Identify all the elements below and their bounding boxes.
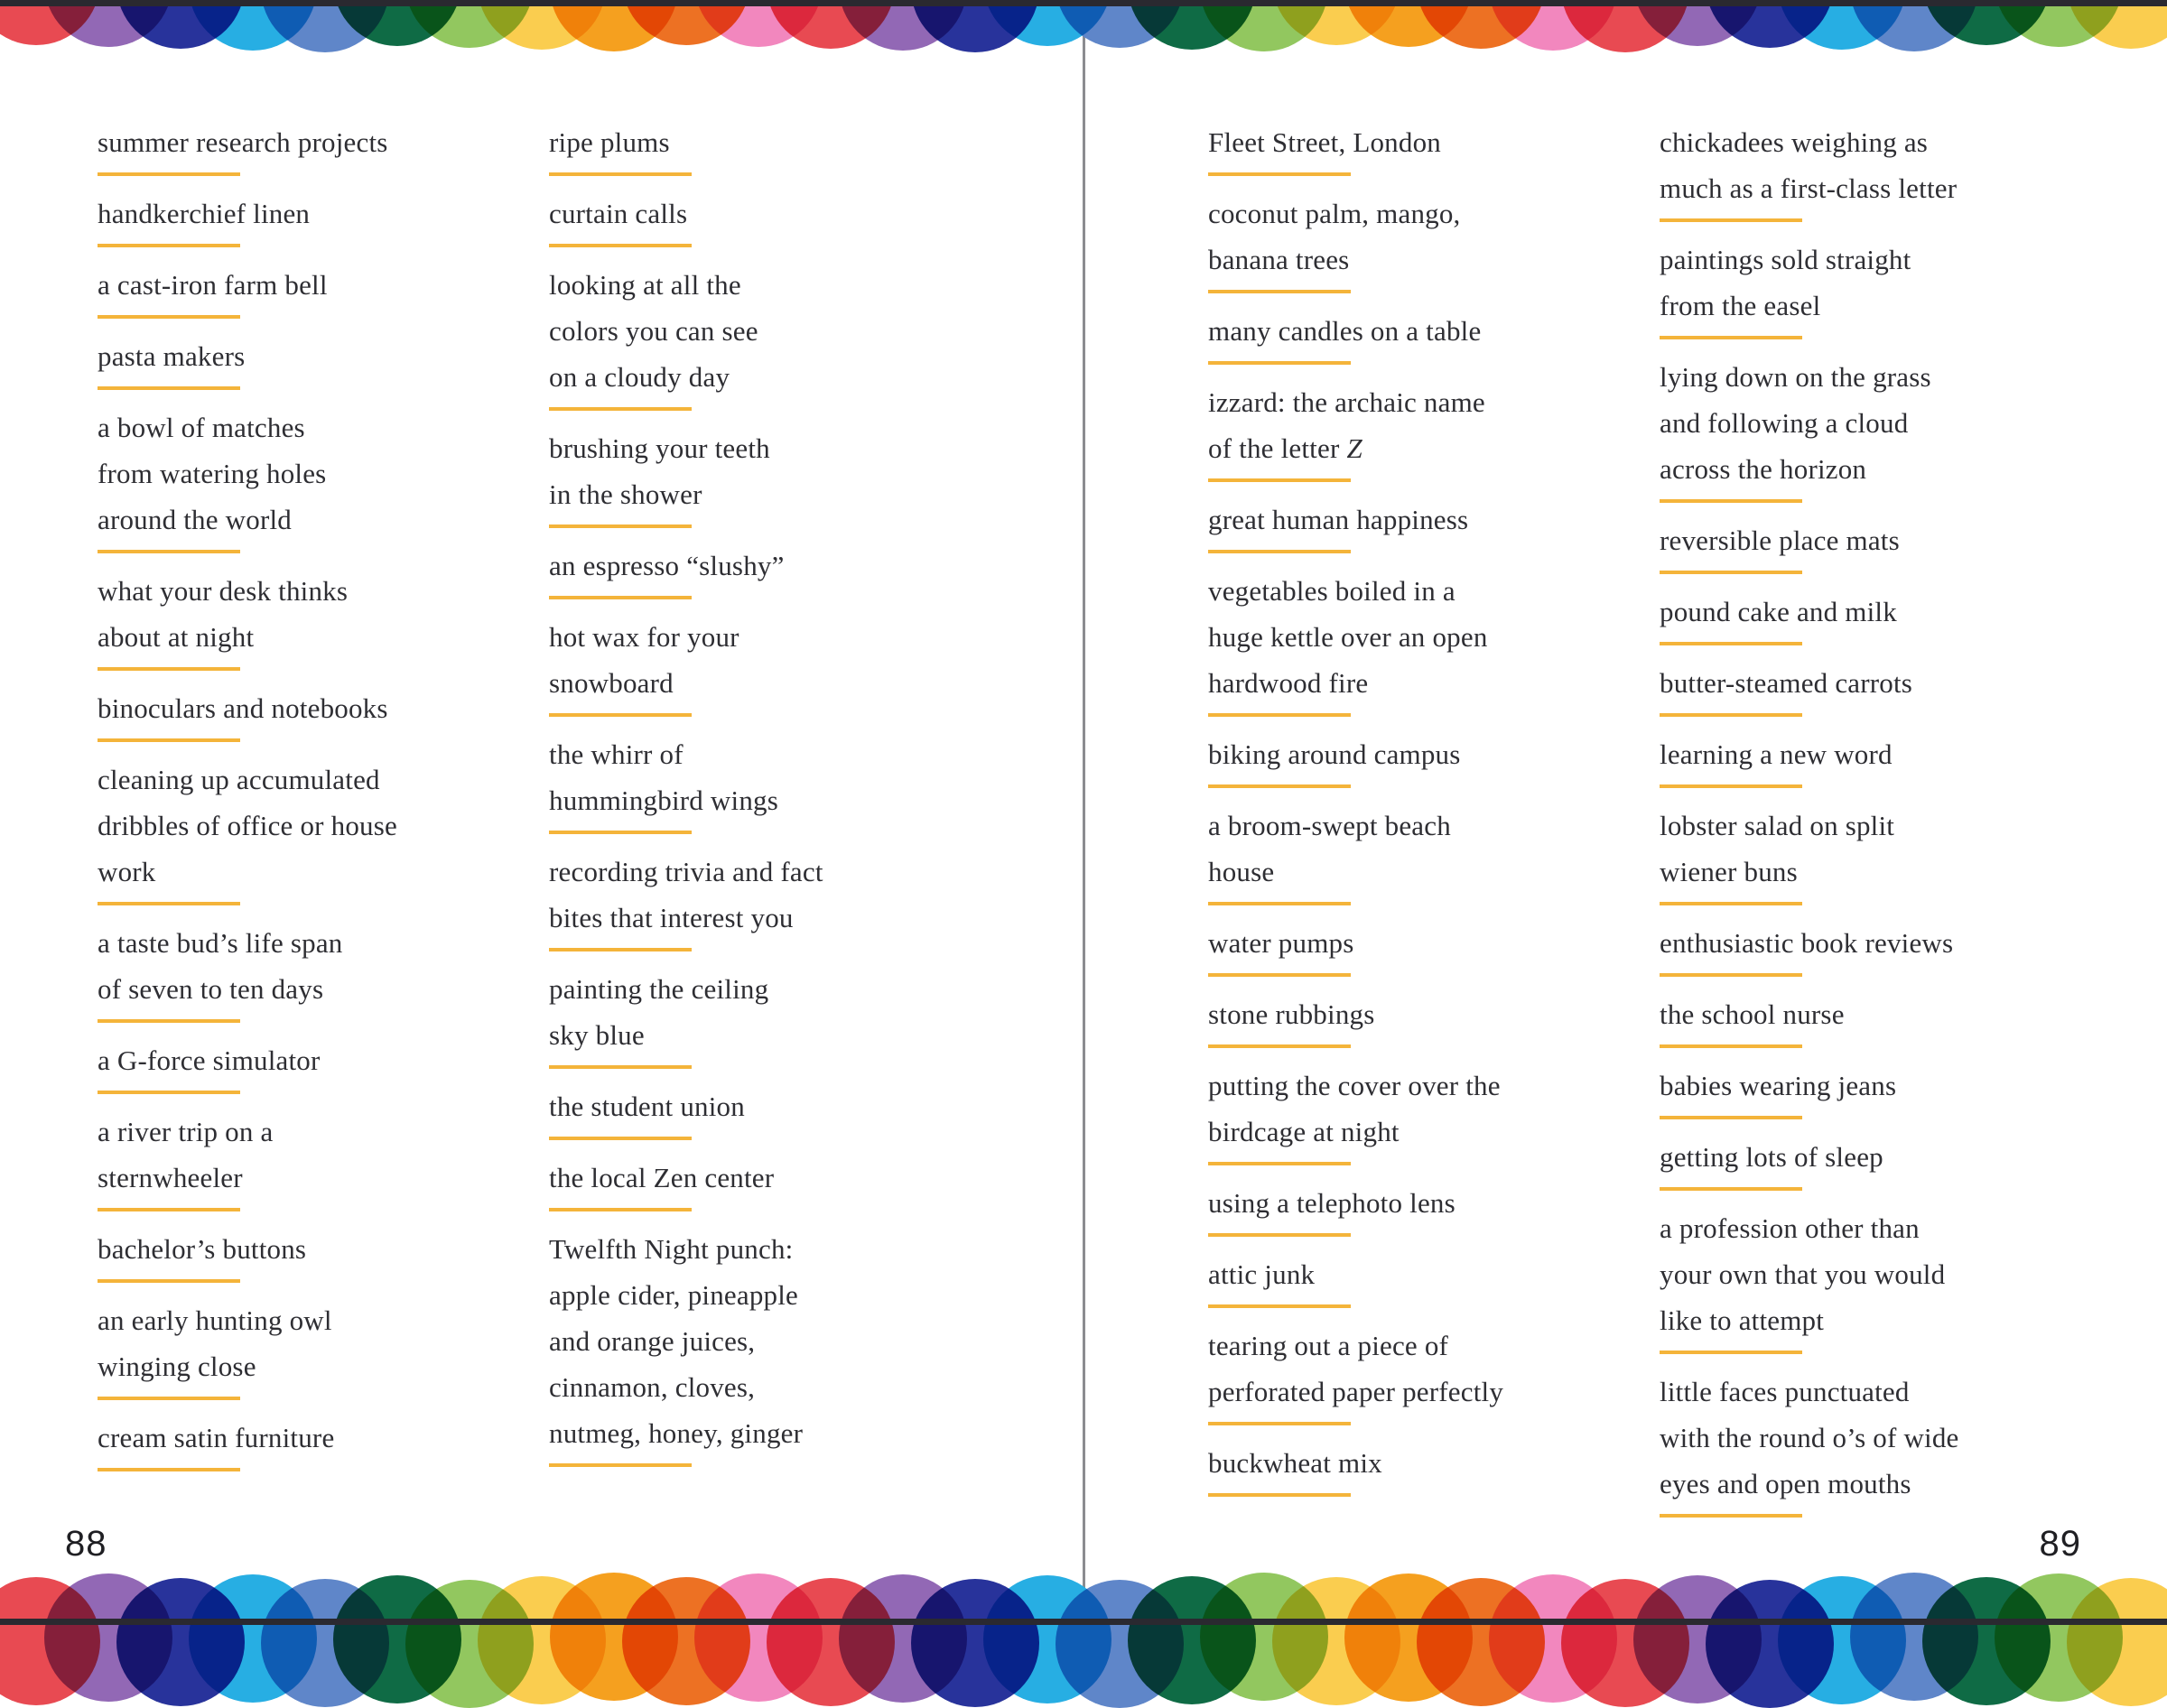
item-line: using a telephoto lens: [1208, 1187, 1456, 1219]
list-item: [1660, 991, 1959, 1048]
item-underline: [549, 1137, 692, 1140]
item-line: enthusiastic book reviews: [1660, 927, 1954, 959]
list-item: [549, 1083, 823, 1140]
item-line: on a cloudy day: [549, 361, 730, 393]
item-underline: [1208, 713, 1351, 717]
list-item: [98, 568, 397, 671]
border-circle: [261, 0, 389, 52]
list-item: [98, 685, 397, 742]
list-item: [1208, 308, 1503, 365]
list-item: [1660, 731, 1959, 788]
item-line: painting the ceiling: [549, 973, 769, 1005]
item-line: recording trivia and fact: [549, 856, 823, 887]
item-underline: [549, 244, 692, 247]
list-item: [549, 190, 823, 247]
item-underline: [1208, 1044, 1351, 1048]
item-underline: [1208, 1162, 1351, 1165]
border-circle: [1922, 0, 2051, 45]
list-item: [1660, 354, 1959, 503]
list-item: [98, 1037, 397, 1094]
list-item: [1660, 803, 1959, 905]
list-item: [98, 190, 397, 247]
item-line: learning a new word: [1660, 738, 1893, 770]
list-item: [549, 262, 823, 411]
item-line: a G-force simulator: [98, 1044, 321, 1076]
item-line: putting the cover over the: [1208, 1070, 1501, 1101]
border-circle: [405, 0, 534, 48]
list-item: [1660, 1063, 1959, 1119]
border-circle: [0, 0, 100, 45]
item-underline: [1208, 1422, 1351, 1425]
item-line: huge kettle over an open: [1208, 621, 1488, 653]
item-line: babies wearing jeans: [1660, 1070, 1897, 1101]
item-line: wiener buns: [1660, 856, 1798, 887]
list-item: [1208, 920, 1503, 977]
item-line: summer research projects: [98, 126, 388, 158]
item-line: from the easel: [1660, 290, 1821, 321]
border-circle: [1344, 0, 1473, 47]
item-line: a river trip on a: [98, 1116, 274, 1147]
list-item: [549, 614, 823, 717]
item-underline: [1660, 1044, 1802, 1048]
item-underline: [98, 1208, 240, 1211]
item-line: stone rubbings: [1208, 998, 1375, 1030]
item-line: bites that interest you: [549, 902, 794, 933]
item-line: hardwood fire: [1208, 667, 1369, 699]
list-item: [98, 333, 397, 390]
item-line: coconut palm, mango,: [1208, 198, 1461, 229]
top-edge-bar: [0, 0, 2167, 6]
list-item: [98, 1415, 397, 1471]
item-underline: [549, 172, 692, 176]
item-line: cream satin furniture: [98, 1422, 335, 1453]
bottom-edge-bar: [0, 1619, 2167, 1625]
list-item: [549, 966, 823, 1069]
border-circle: [1706, 0, 1834, 48]
item-line: from watering holes: [98, 458, 327, 489]
item-underline: [1660, 571, 1802, 574]
item-line: an early hunting owl: [98, 1304, 332, 1336]
list-item: [1660, 1205, 1959, 1354]
border-circle: [1633, 0, 1762, 46]
item-line: winging close: [98, 1351, 256, 1382]
list-item: [549, 1226, 823, 1467]
item-underline: [1208, 1493, 1351, 1497]
border-circle: [1850, 0, 1978, 51]
item-line: many candles on a table: [1208, 315, 1482, 347]
item-line: pasta makers: [98, 340, 246, 372]
item-line: like to attempt: [1660, 1304, 1825, 1336]
list-item: [1208, 497, 1503, 553]
item-line: attic junk: [1208, 1258, 1316, 1290]
border-circle: [478, 0, 606, 50]
item-underline: [549, 1208, 692, 1211]
item-line: work: [98, 856, 156, 887]
item-line: across the horizon: [1660, 453, 1867, 485]
item-line: birdcage at night: [1208, 1116, 1400, 1147]
page-number-right: 89: [2039, 1524, 2081, 1564]
item-line: of the letter Z: [1208, 432, 1363, 464]
item-line: buckwheat mix: [1208, 1447, 1382, 1479]
item-line: your own that you would: [1660, 1258, 1946, 1290]
item-underline: [1208, 290, 1351, 293]
list-item: [1208, 1180, 1503, 1237]
list-item: [98, 1297, 397, 1400]
border-circle: [622, 1577, 750, 1705]
item-line: with the round o’s of wide: [1660, 1422, 1959, 1453]
list-item: [549, 849, 823, 951]
border-circle: [1706, 1580, 1834, 1708]
item-line: great human happiness: [1208, 504, 1469, 535]
list-item: [1208, 190, 1503, 293]
list-item: [1660, 920, 1959, 977]
list-item: [1208, 803, 1503, 905]
list-item: [549, 1155, 823, 1211]
list-item: [1208, 1440, 1503, 1497]
item-line: lobster salad on split: [1660, 810, 1895, 841]
item-line: ripe plums: [549, 126, 670, 158]
border-circle: [1922, 1577, 2051, 1705]
list-item: [1660, 517, 1959, 574]
list-item: [1208, 379, 1503, 482]
item-underline: [98, 902, 240, 905]
item-line: a bowl of matches: [98, 412, 305, 443]
left-page-column-2: [549, 119, 823, 1481]
border-circle: [1489, 0, 1617, 51]
item-line: water pumps: [1208, 927, 1354, 959]
item-underline: [1660, 1187, 1802, 1191]
item-underline: [98, 244, 240, 247]
item-underline: [1208, 784, 1351, 788]
item-line: an espresso “slushy”: [549, 550, 785, 581]
border-circle: [1128, 1576, 1256, 1704]
list-item: [1208, 1323, 1503, 1425]
border-circle: [839, 0, 967, 51]
border-circle: [333, 0, 461, 46]
item-line: sternwheeler: [98, 1162, 243, 1193]
item-underline: [1660, 902, 1802, 905]
item-underline: [549, 407, 692, 411]
item-line: apple cider, pineapple: [549, 1279, 798, 1311]
border-circle: [1995, 0, 2123, 47]
border-circle: [1272, 0, 1400, 45]
item-line: Twelfth Night punch:: [549, 1233, 794, 1265]
item-line: the whirr of: [549, 738, 684, 770]
border-circle: [1633, 1575, 1762, 1703]
list-item: [1660, 660, 1959, 717]
border-circle: [839, 1574, 967, 1703]
item-line: getting lots of sleep: [1660, 1141, 1883, 1173]
item-underline: [98, 1019, 240, 1023]
border-circle: [983, 0, 1111, 46]
list-item: [1208, 119, 1503, 176]
border-circle: [911, 0, 1039, 52]
item-underline: [98, 172, 240, 176]
item-underline: [1208, 550, 1351, 553]
list-item: [98, 404, 397, 553]
item-underline: [1660, 642, 1802, 645]
item-line: in the shower: [549, 478, 702, 510]
item-line: snowboard: [549, 667, 674, 699]
list-item: [1660, 1134, 1959, 1191]
item-line: of seven to ten days: [98, 973, 324, 1005]
border-circle: [694, 0, 823, 47]
list-item: [1660, 1369, 1959, 1518]
right-page-column-1: [1208, 119, 1503, 1511]
border-circle: [1344, 1573, 1473, 1702]
item-line: hummingbird wings: [549, 784, 778, 816]
item-line: Fleet Street, London: [1208, 126, 1441, 158]
item-line: curtain calls: [549, 198, 688, 229]
list-item: [549, 731, 823, 834]
border-circle: [2067, 0, 2167, 49]
item-underline: [98, 550, 240, 553]
list-item: [549, 119, 823, 176]
item-line: handkerchief linen: [98, 198, 311, 229]
border-circle: [1850, 1573, 1978, 1701]
border-circle: [694, 1573, 823, 1702]
item-underline: [1208, 361, 1351, 365]
list-item: [1660, 237, 1959, 339]
item-underline: [1660, 713, 1802, 717]
border-circle: [44, 1573, 172, 1702]
list-item: [98, 119, 397, 176]
border-circle: [44, 0, 172, 47]
border-circle: [189, 0, 317, 51]
item-underline: [1660, 218, 1802, 222]
item-underline: [98, 315, 240, 319]
list-item: [98, 1226, 397, 1283]
list-item: [1208, 568, 1503, 717]
border-circle: [1561, 0, 1689, 52]
list-item: [98, 920, 397, 1023]
item-line: and orange juices,: [549, 1325, 756, 1357]
item-underline: [549, 596, 692, 599]
border-circle: [550, 0, 678, 51]
item-underline: [1660, 336, 1802, 339]
item-line: a profession other than: [1660, 1212, 1920, 1244]
list-item: [98, 262, 397, 319]
item-line: house: [1208, 856, 1275, 887]
item-underline: [98, 738, 240, 742]
border-circle: [1056, 0, 1184, 48]
item-line: what your desk thinks: [98, 575, 349, 607]
item-line: nutmeg, honey, ginger: [549, 1417, 804, 1449]
border-circle: [116, 0, 245, 49]
border-circle: [189, 1574, 317, 1703]
border-circle: [1272, 1577, 1400, 1705]
item-underline: [549, 713, 692, 717]
item-line: eyes and open mouths: [1660, 1468, 1911, 1499]
item-line: vegetables boiled in a: [1208, 575, 1456, 607]
item-line: cleaning up accumulated: [98, 764, 380, 795]
item-underline: [1660, 1116, 1802, 1119]
item-underline: [98, 1397, 240, 1400]
item-underline: [1208, 1304, 1351, 1308]
item-line: tearing out a piece of: [1208, 1330, 1449, 1361]
page-gutter-line: [1083, 0, 1085, 1625]
border-circle: [1200, 1573, 1328, 1701]
list-item: [1660, 589, 1959, 645]
border-circle: [1489, 1574, 1617, 1703]
item-line: chickadees weighing as: [1660, 126, 1929, 158]
item-line: about at night: [98, 621, 255, 653]
item-line: izzard: the archaic name: [1208, 386, 1485, 418]
list-item: [1208, 1063, 1503, 1165]
border-circle: [261, 1579, 389, 1707]
item-underline: [1660, 499, 1802, 503]
item-line: around the world: [98, 504, 292, 535]
border-circle: [911, 1579, 1039, 1707]
list-item: [98, 1109, 397, 1211]
border-circle: [1561, 1579, 1689, 1707]
border-circle: [1417, 0, 1545, 49]
item-underline: [549, 948, 692, 951]
item-line: a broom-swept beach: [1208, 810, 1451, 841]
item-line: and following a cloud: [1660, 407, 1909, 439]
list-item: [1208, 991, 1503, 1048]
item-line: little faces punctuated: [1660, 1376, 1910, 1407]
border-circle: [767, 0, 895, 49]
border-circle: [1778, 0, 1906, 50]
item-line: lying down on the grass: [1660, 361, 1931, 393]
item-underline: [1208, 973, 1351, 977]
item-line: colors you can see: [549, 315, 758, 347]
item-line: much as a first-class letter: [1660, 172, 1958, 204]
border-circle: [1200, 0, 1328, 51]
border-circle: [1778, 1576, 1906, 1704]
item-underline: [98, 1468, 240, 1471]
item-underline: [98, 1091, 240, 1094]
item-underline: [98, 1279, 240, 1283]
item-underline: [1660, 973, 1802, 977]
item-underline: [1208, 902, 1351, 905]
border-circle: [622, 0, 750, 45]
item-underline: [1208, 172, 1351, 176]
border-circle: [333, 1575, 461, 1703]
list-item: [1660, 119, 1959, 222]
item-line: bachelor’s buttons: [98, 1233, 307, 1265]
item-line: sky blue: [549, 1019, 645, 1051]
list-item: [549, 543, 823, 599]
border-circle: [478, 1576, 606, 1704]
page-number-left: 88: [65, 1524, 107, 1564]
item-underline: [1208, 1233, 1351, 1237]
item-underline: [549, 524, 692, 528]
list-item: [1208, 731, 1503, 788]
list-item: [549, 425, 823, 528]
item-line: reversible place mats: [1660, 524, 1900, 556]
item-line: hot wax for your: [549, 621, 739, 653]
item-line: binoculars and notebooks: [98, 692, 388, 724]
item-line: the school nurse: [1660, 998, 1845, 1030]
list-item: [98, 757, 397, 905]
border-circle: [1056, 1580, 1184, 1708]
border-circle: [1128, 0, 1256, 50]
item-underline: [1660, 1351, 1802, 1354]
item-underline: [98, 667, 240, 671]
border-circle: [405, 1580, 534, 1708]
item-line: paintings sold straight: [1660, 244, 1911, 275]
item-line: pound cake and milk: [1660, 596, 1897, 627]
item-line: biking around campus: [1208, 738, 1461, 770]
border-circle: [2067, 1578, 2167, 1706]
border-circle: [0, 1577, 100, 1705]
list-item: [1208, 1251, 1503, 1308]
border-circle: [1995, 1573, 2123, 1702]
right-page-column-2: [1660, 119, 1959, 1532]
item-underline: [1660, 784, 1802, 788]
border-circle: [1417, 1578, 1545, 1706]
item-underline: [549, 1463, 692, 1467]
item-line: perforated paper perfectly: [1208, 1376, 1504, 1407]
item-line: looking at all the: [549, 269, 741, 301]
item-underline: [98, 386, 240, 390]
item-line: banana trees: [1208, 244, 1350, 275]
item-line: brushing your teeth: [549, 432, 770, 464]
item-underline: [1660, 1514, 1802, 1518]
item-underline: [1208, 478, 1351, 482]
item-underline: [549, 1065, 692, 1069]
item-underline: [549, 831, 692, 834]
item-line: butter-steamed carrots: [1660, 667, 1913, 699]
border-circle: [983, 1575, 1111, 1703]
item-line: a cast-iron farm bell: [98, 269, 328, 301]
border-circle: [116, 1578, 245, 1706]
item-line: a taste bud’s life span: [98, 927, 343, 959]
item-line: the student union: [549, 1091, 745, 1122]
border-circle: [767, 1578, 895, 1706]
border-circle: [550, 1573, 678, 1701]
item-line: dribbles of office or house: [98, 810, 397, 841]
item-line: the local Zen center: [549, 1162, 775, 1193]
left-page-column-1: [98, 119, 397, 1486]
item-line: cinnamon, cloves,: [549, 1371, 756, 1403]
